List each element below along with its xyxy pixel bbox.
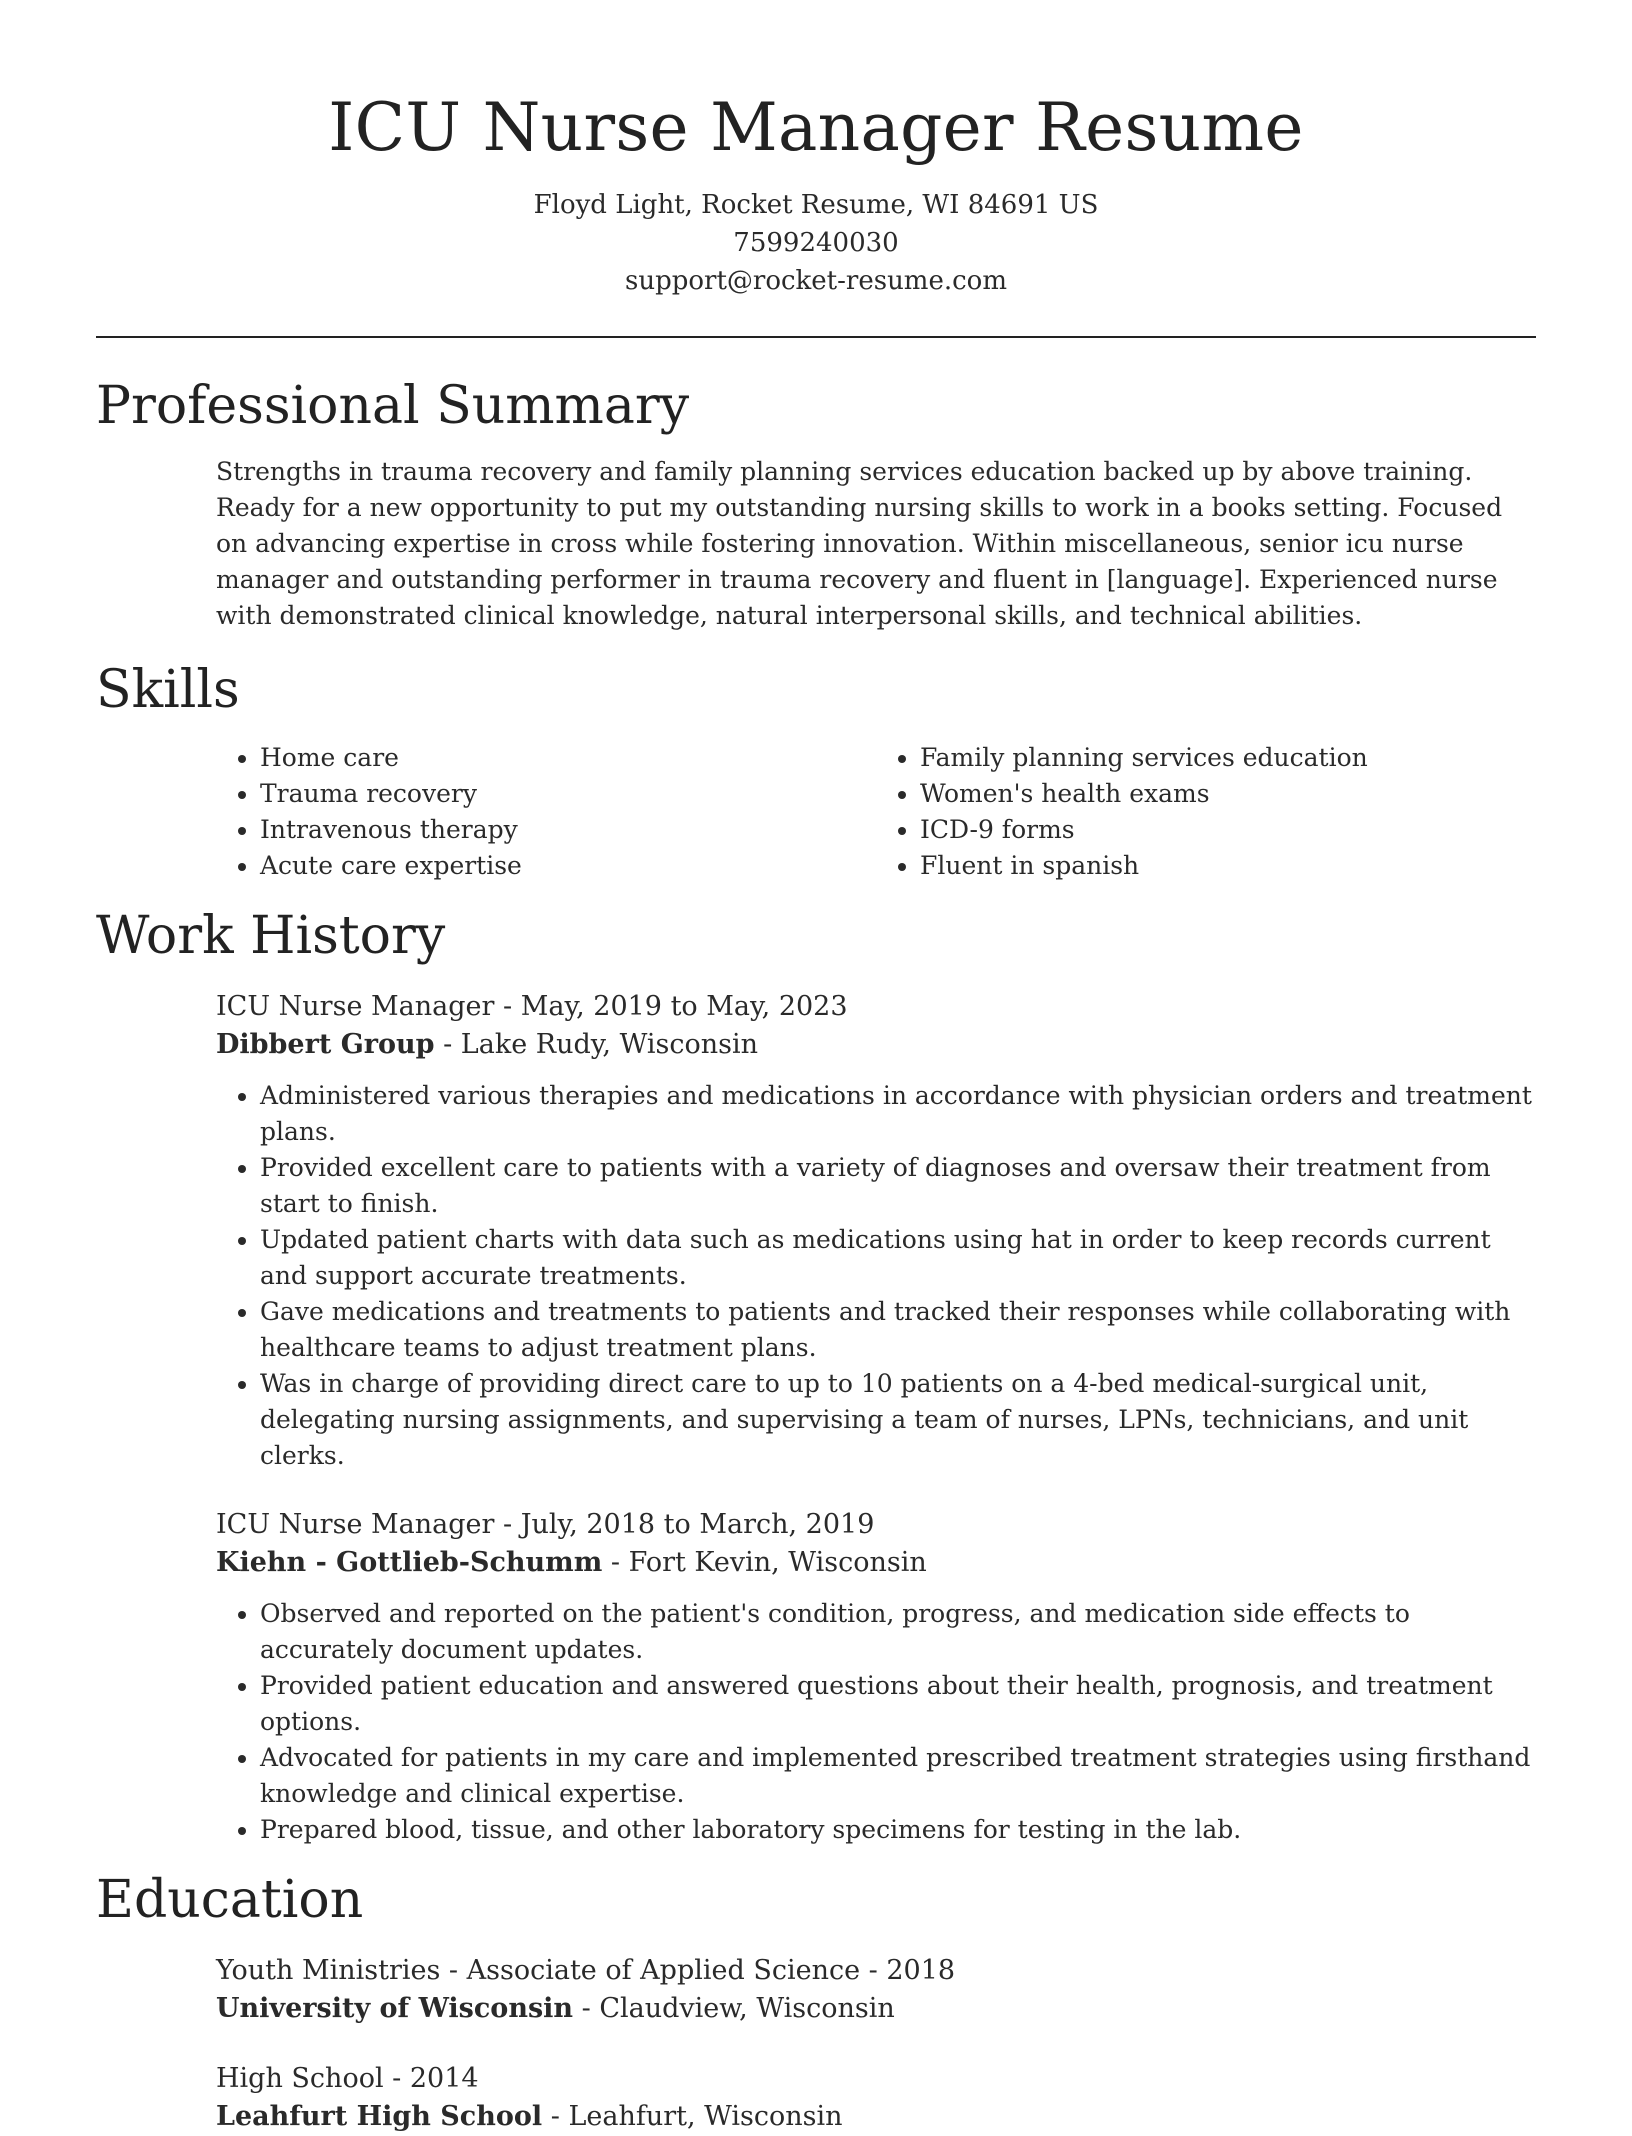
education-program: High School	[216, 2063, 384, 2094]
education-school: Leahfurt High School	[216, 2101, 543, 2132]
skills-grid	[216, 740, 1536, 884]
contact-address: Floyd Light, Rocket Resume, WI 84691 US	[533, 190, 1099, 220]
education-school-line	[216, 2098, 1536, 2136]
job-bullet: • Was in charge of providing direct care to up to 10 patients on a 4-bed medical-surgical unit, delegating nursing assignments, and supervising a team of nurses, LPNs, technicians, and unit clerks.	[260, 1366, 1536, 1474]
skills-column-right	[876, 740, 1536, 884]
job-company: Kiehn - Gottlieb-Schumm	[216, 1547, 603, 1578]
resume-header	[96, 0, 1536, 300]
job-bullets	[216, 1596, 1536, 1848]
summary-text: Strengths in trauma recovery and family planning services education backed up by above training. Ready for a new opportunity to put my outstanding nursing skills to work in a books setting. Focused on advancing expertise in cross while fostering innovation. Within miscellaneous, senior icu nurse manager and outstanding performer in trauma recovery and fluent in [language]. Experienced nurse with demonstrated clinical knowledge, natural interpersonal skills, and technical abilities.	[216, 457, 1503, 630]
education-program: Youth Ministries - Associate of Applied Science	[216, 1955, 861, 1986]
skill-item: • Women's health exams	[920, 776, 1536, 812]
education-school: University of Wisconsin	[216, 1993, 574, 2024]
job-dates: - July, 2018 to March, 2019	[494, 1509, 875, 1540]
job-bullet: • Advocated for patients in my care and implemented prescribed treatment strategies using firsthand knowledge and clinical expertise.	[260, 1740, 1536, 1812]
job-bullet: • Observed and reported on the patient's condition, progress, and medication side effects to accurately document updates.	[260, 1596, 1536, 1668]
job-title-line	[216, 1506, 1536, 1544]
job-entry	[216, 1506, 1536, 1848]
education-year: - 2014	[383, 2063, 479, 2094]
work-history-heading: Work History	[96, 906, 446, 966]
contact-block	[96, 186, 1536, 300]
skills-column-left	[216, 740, 876, 884]
contact-phone: 7599240030	[733, 228, 899, 258]
job-location: - Lake Rudy, Wisconsin	[434, 1029, 759, 1060]
job-company-line	[216, 1544, 1536, 1582]
skill-item: • Intravenous therapy	[260, 812, 876, 848]
skill-item: • ICD-9 forms	[920, 812, 1536, 848]
job-bullet: • Gave medications and treatments to patients and tracked their responses while collaborating with healthcare teams to adjust treatment plans.	[260, 1294, 1536, 1366]
education-heading: Education	[96, 1870, 364, 1930]
skill-item: • Home care	[260, 740, 876, 776]
education-school-line	[216, 1990, 1536, 2028]
skill-item: • Fluent in spanish	[920, 848, 1536, 884]
education-entry	[216, 1952, 1536, 2028]
skill-item: • Trauma recovery	[260, 776, 876, 812]
job-bullet: • Prepared blood, tissue, and other laboratory specimens for testing in the lab.	[260, 1812, 1536, 1848]
job-title: ICU Nurse Manager	[216, 1509, 495, 1540]
job-bullet: • Updated patient charts with data such as medications using hat in order to keep records current and support accurate treatments.	[260, 1222, 1536, 1294]
job-title: ICU Nurse Manager	[216, 991, 495, 1022]
education-location: - Leahfurt, Wisconsin	[542, 2101, 843, 2132]
skill-item: • Acute care expertise	[260, 848, 876, 884]
job-company: Dibbert Group	[216, 1029, 435, 1060]
summary-heading: Professional Summary	[96, 376, 690, 436]
job-location: - Fort Kevin, Wisconsin	[602, 1547, 927, 1578]
skill-item: • Family planning services education	[920, 740, 1536, 776]
job-bullet: • Provided excellent care to patients with a variety of diagnoses and oversaw their treatment from start to finish.	[260, 1150, 1536, 1222]
skills-heading: Skills	[96, 660, 240, 720]
job-dates: - May, 2019 to May, 2023	[494, 991, 848, 1022]
job-bullet: • Provided patient education and answered questions about their health, prognosis, and treatment options.	[260, 1668, 1536, 1740]
header-divider	[96, 336, 1536, 338]
education-location: - Claudview, Wisconsin	[573, 1993, 895, 2024]
job-bullet: • Administered various therapies and medications in accordance with physician orders and treatment plans.	[260, 1078, 1536, 1150]
education-year: - 2018	[860, 1955, 956, 1986]
contact-email: support@rocket-resume.com	[624, 266, 1007, 296]
education-program-line	[216, 2060, 1536, 2098]
resume-title: ICU Nurse Manager Resume	[328, 89, 1304, 166]
job-bullets	[216, 1078, 1536, 1474]
education-entry	[216, 2060, 1536, 2136]
job-company-line	[216, 1026, 1536, 1064]
education-program-line	[216, 1952, 1536, 1990]
job-title-line	[216, 988, 1536, 1026]
job-entry	[216, 988, 1536, 1474]
